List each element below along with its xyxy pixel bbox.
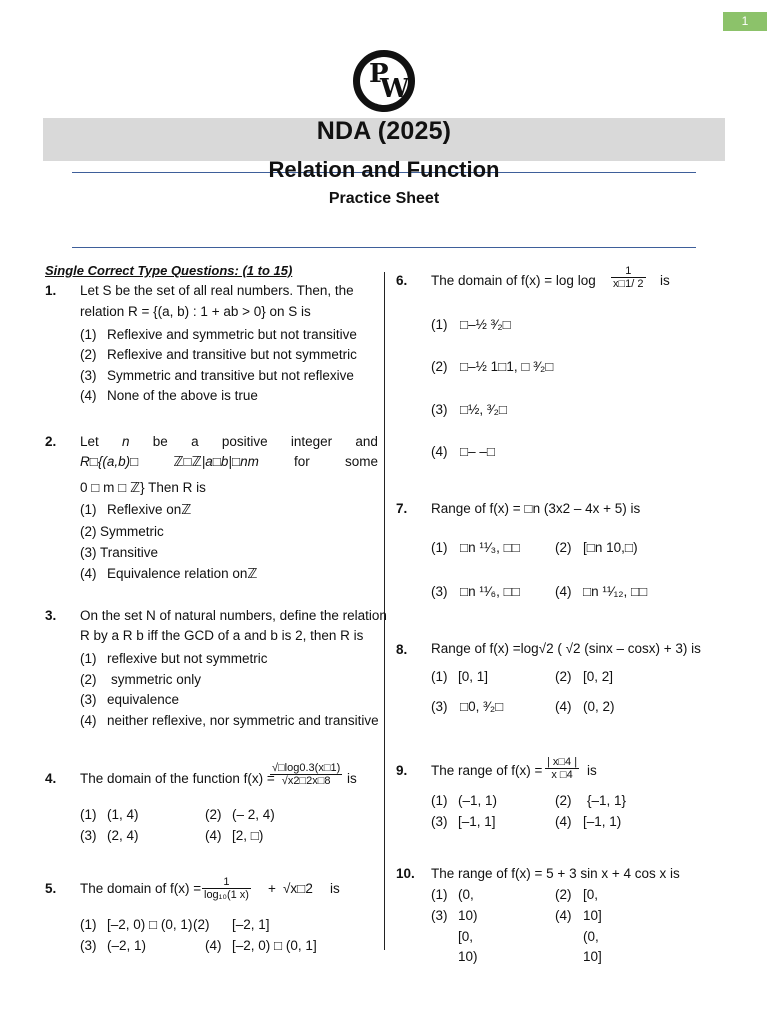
option-number: (1) [431, 669, 448, 684]
option-number: (3) [80, 545, 97, 560]
question-number: 6. [396, 273, 408, 288]
question-number: 8. [396, 642, 408, 657]
option-number: (1) [80, 502, 97, 517]
word: R□{(a,b)□ [80, 454, 139, 469]
option-number: (1) [431, 887, 448, 902]
option-number: (3) [80, 368, 97, 383]
function-fraction [611, 265, 646, 290]
plus-sign: + [268, 881, 276, 896]
question-number: 2. [45, 434, 57, 449]
word: n [122, 434, 130, 449]
option-number: (3) [431, 814, 448, 829]
option-text: Symmetric and transitive but not reflexive [107, 368, 354, 383]
function-fraction [270, 762, 342, 787]
option-text: □0, ³⁄₂□ [460, 699, 504, 714]
word: integer [290, 434, 333, 449]
option-text: [0, 1] [458, 669, 489, 684]
option-continuation: [0, [458, 929, 474, 944]
option-number: (4) [80, 713, 97, 728]
option-number: (4) [80, 388, 97, 403]
option-text: □n ¹¹⁄₃, □□ [460, 540, 520, 555]
question-text [80, 432, 378, 453]
word: some [344, 454, 378, 469]
option-number: (3) [80, 828, 97, 843]
option-text: (–1, 1) [458, 793, 498, 808]
option-number: (2) [431, 359, 448, 374]
sheet-title: Practice Sheet [328, 190, 440, 207]
option-number: (1) [80, 651, 97, 666]
divider-bottom [72, 247, 696, 248]
logo-letter-w: W [380, 74, 410, 104]
option-number: (3) [431, 584, 448, 599]
option-text: □–½ ³⁄₂□ [460, 317, 511, 332]
question-text: On the set N of natural numbers, define the relation [80, 608, 387, 623]
option-text: neither reflexive, nor symmetric and transitive [107, 713, 379, 728]
word: be [152, 434, 168, 449]
option-continuation: 10) [458, 949, 478, 964]
question-number: 5. [45, 881, 57, 896]
page-number: 1 [723, 12, 767, 31]
fraction-numerator: 1 [611, 265, 646, 278]
question-number: 3. [45, 608, 57, 623]
option-text: None of the above is true [107, 388, 258, 403]
word: for [294, 454, 310, 469]
option-text: □–½ 1□1, □ ³⁄₂□ [460, 359, 554, 374]
option-text: Equivalence relation onℤ [107, 566, 258, 581]
option-number: (3) [431, 699, 448, 714]
option-text: 10) [458, 908, 478, 923]
logo-letter-p: P [369, 59, 389, 89]
option-number: (2) [555, 793, 572, 808]
option-text: (0, 2) [583, 699, 615, 714]
option-number: (2) [80, 524, 97, 539]
option-text: (0, [458, 887, 474, 902]
exam-title: NDA (2025) [316, 117, 452, 145]
fraction-numerator: √□log0.3(x□1) [272, 762, 341, 774]
question-text: relation R = {(a, b) : 1 + ab > 0} on S is [80, 304, 311, 319]
question-text: 0 □ m □ ℤ} Then R is [80, 480, 206, 495]
option-text: symmetric only [111, 672, 202, 687]
fraction [611, 265, 646, 290]
option-number: (4) [555, 584, 572, 599]
question-text: is [660, 273, 670, 288]
word: positive [221, 434, 268, 449]
option-text: [–1, 1) [583, 814, 622, 829]
question-text: The range of f(x) = [431, 763, 543, 778]
function-fraction [545, 756, 579, 781]
question-text: is [330, 881, 340, 896]
question-text: is [587, 763, 597, 778]
option-number: (1) [80, 917, 97, 932]
option-number: (2) [193, 917, 210, 932]
question-text: The domain of the function f(x) = [80, 771, 275, 786]
option-text: □– –□ [460, 444, 496, 459]
option-text: □n ¹¹⁄₆, □□ [460, 584, 520, 599]
option-text: [–2, 0) □ (0, 1] [232, 938, 317, 953]
option-text: (–2, 1) [107, 938, 147, 953]
option-number: (2) [205, 807, 222, 822]
option-text: (1, 4) [107, 807, 139, 822]
section-heading: Single Correct Type Questions: (1 to 15) [45, 263, 293, 278]
option-text: (2, 4) [107, 828, 139, 843]
option-number: (3) [431, 908, 448, 923]
fraction-numerator: 1 [202, 876, 251, 889]
option-text: Symmetric [100, 524, 164, 539]
option-text: [–2, 1] [232, 917, 270, 932]
option-number: (4) [205, 938, 222, 953]
question-text: Range of f(x) =log√2 ( √2 (sinx – cosx) + 3) is [431, 641, 701, 656]
option-continuation: 10] [583, 949, 602, 964]
option-continuation: (0, [583, 929, 599, 944]
option-text: [2, □) [232, 828, 264, 843]
option-text: [□n 10,□) [583, 540, 638, 555]
option-number: (4) [80, 566, 97, 581]
option-text: 10] [583, 908, 602, 923]
option-number: (2) [80, 672, 97, 687]
option-text: (– 2, 4) [232, 807, 275, 822]
option-text: [0, [583, 887, 599, 902]
option-number: (1) [431, 540, 448, 555]
option-number: (2) [80, 347, 97, 362]
option-text: [–1, 1] [458, 814, 496, 829]
option-number: (4) [555, 814, 572, 829]
word: and [355, 434, 378, 449]
option-number: (4) [555, 699, 572, 714]
option-number: (1) [80, 807, 97, 822]
question-text [80, 452, 378, 473]
option-text: □n ¹¹⁄₁₂, □□ [583, 584, 648, 599]
option-text: Transitive [100, 545, 159, 560]
option-number: (1) [431, 793, 448, 808]
question-text: The domain of f(x) = log log [431, 273, 596, 288]
question-text: Let S be the set of all real numbers. Then, the [80, 283, 354, 298]
option-text: [0, 2] [583, 669, 614, 684]
question-text: is [347, 771, 357, 786]
option-number: (1) [80, 327, 97, 342]
fraction-numerator: | x□4 | [547, 756, 578, 768]
option-number: (3) [80, 692, 97, 707]
question-number: 4. [45, 771, 57, 786]
option-text: □½, ³⁄₂□ [460, 402, 508, 417]
option-text: {–1, 1} [587, 793, 627, 808]
option-number: (2) [555, 887, 572, 902]
function-fraction [202, 876, 251, 901]
subject-title: Relation and Function [268, 157, 500, 182]
question-number: 9. [396, 763, 408, 778]
question-number: 10. [396, 866, 415, 881]
fraction-denominator: x □4 [551, 769, 573, 781]
question-number: 1. [45, 283, 57, 298]
question-text: The domain of f(x) = [80, 881, 202, 896]
fraction [545, 756, 579, 781]
logo-mark [360, 57, 408, 105]
word: ℤ□ℤ|a□b|□nm [173, 454, 259, 469]
question-text: Range of f(x) = □n (3x2 – 4x + 5) is [431, 501, 641, 516]
pw-logo [353, 50, 415, 112]
word: a [191, 434, 199, 449]
option-text: Reflexive and symmetric but not transitive [107, 327, 357, 342]
option-number: (4) [431, 444, 448, 459]
fraction [270, 762, 342, 787]
option-number: (4) [205, 828, 222, 843]
option-number: (1) [431, 317, 448, 332]
option-text: equivalence [107, 692, 180, 707]
option-text: reflexive but not symmetric [107, 651, 268, 666]
option-number: (3) [80, 938, 97, 953]
option-number: (4) [555, 908, 572, 923]
root-term: √x□2 [283, 881, 313, 896]
fraction-denominator: log₁₀(1 x) [204, 889, 249, 901]
option-text: [–2, 0) □ (0, 1) [107, 917, 193, 932]
fraction [202, 876, 251, 901]
question-text: The range of f(x) = 5 + 3 sin x + 4 cos x is [431, 866, 680, 881]
option-text: Reflexive and transitive but not symmetric [107, 347, 357, 362]
question-text: R by a R b iff the GCD of a and b is 2, then R is [80, 628, 364, 643]
fraction-denominator: x□1/ 2 [613, 278, 644, 290]
option-number: (2) [555, 540, 572, 555]
option-text: Reflexive onℤ [107, 502, 192, 517]
question-number: 7. [396, 501, 408, 516]
word: Let [80, 434, 99, 449]
option-number: (2) [555, 669, 572, 684]
fraction-denominator: √x2□2x□8 [281, 775, 331, 787]
option-number: (3) [431, 402, 448, 417]
